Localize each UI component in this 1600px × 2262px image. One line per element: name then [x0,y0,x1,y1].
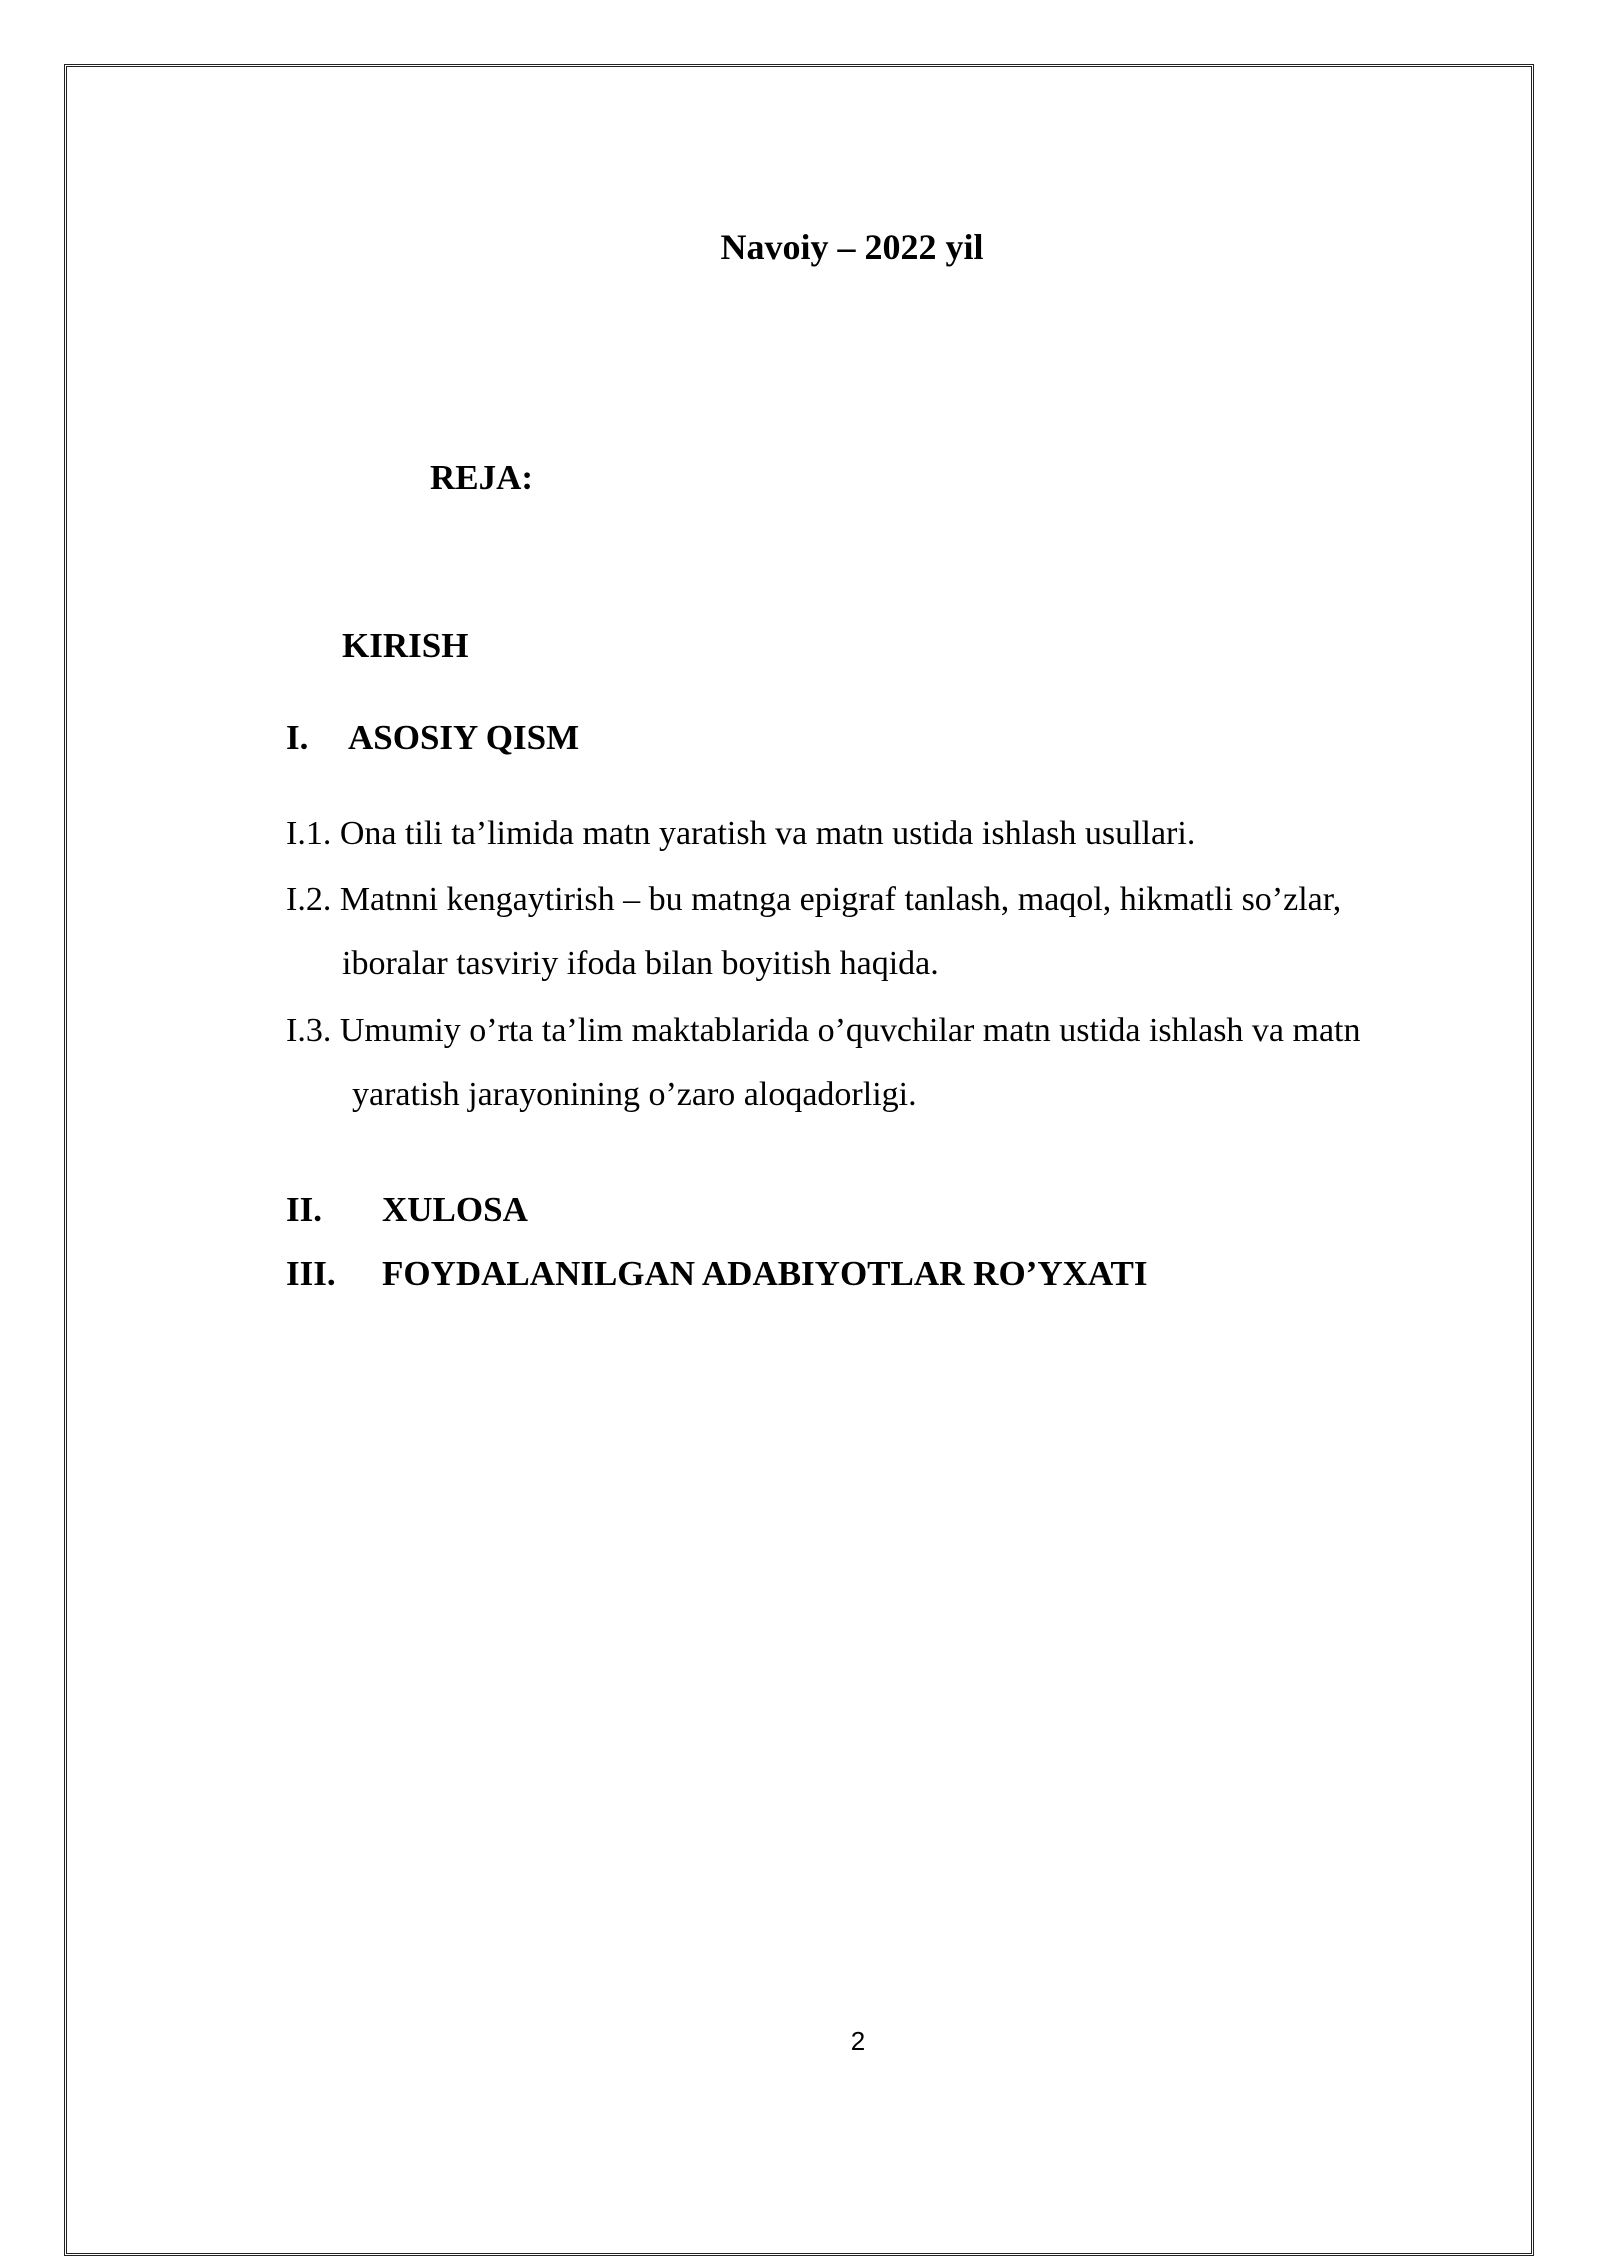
plan-subitem [286,999,1516,1127]
place-year-heading: Navoiy – 2022 yil [720,227,984,267]
plan-subitem [286,868,1516,996]
plan-title: REJA: [430,458,534,497]
section-label: ASOSIY QISM [348,718,580,757]
subitem-text-continued: yaratish jarayonining o’zaro aloqadorligi. [352,1076,917,1113]
section-number: III. [286,1254,336,1293]
section-label: XULOSA [382,1190,528,1229]
subitem-text: I.3. Umumiy o’rta ta’lim maktablarida o’quvchilar matn ustida ishlash va matn [286,1012,1361,1049]
plan-intro: KIRISH [342,626,469,665]
plan-subitem [286,802,1516,866]
section-number: II. [286,1190,322,1229]
subitem-text-continued: iboralar tasviriy ifoda bilan boyitish haqida. [342,945,939,982]
subitem-text: I.2. Matnni kengaytirish – bu matnga epigraf tanlash, maqol, hikmatli so’zlar, [286,881,1342,918]
subitem-text: I.1. Ona tili ta’limida matn yaratish va matn ustida ishlash usullari. [286,815,1196,852]
section-label: FOYDALANILGAN ADABIYOTLAR RO’YXATI [382,1254,1148,1293]
page-border [64,64,1534,2256]
page-number: 2 [850,2026,866,2056]
section-number: I. [286,718,309,757]
